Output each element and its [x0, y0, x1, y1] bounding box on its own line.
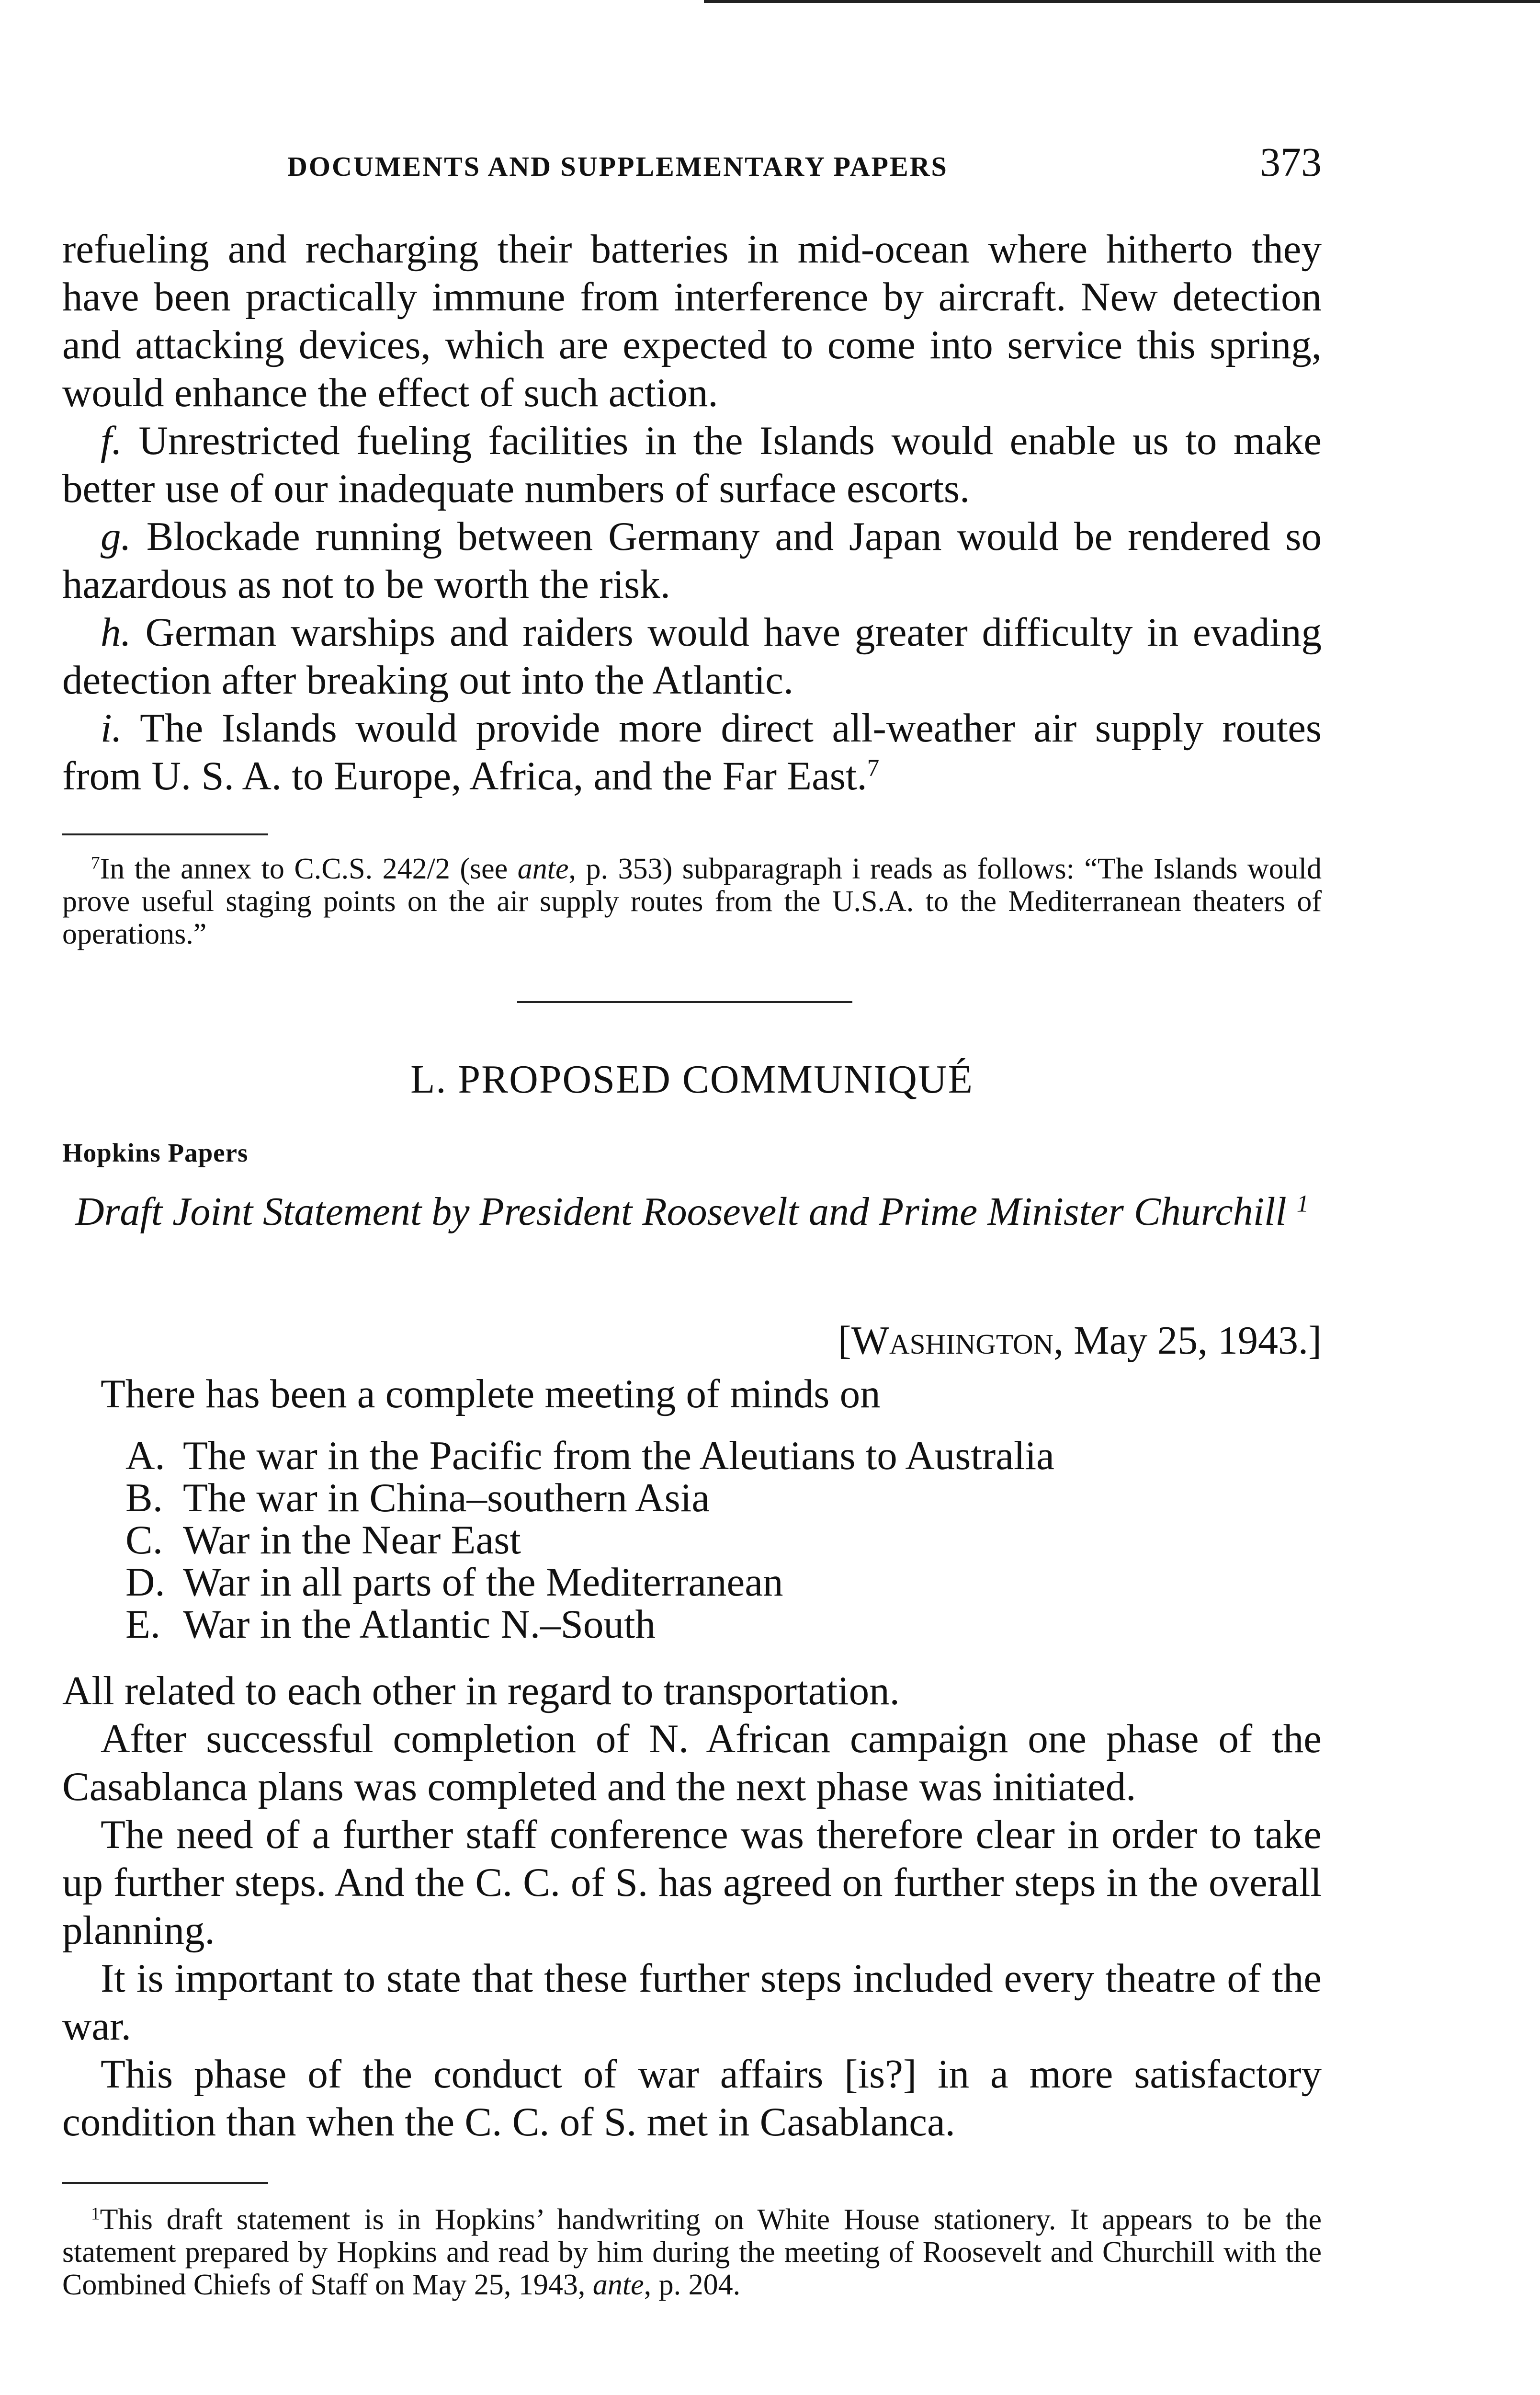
paragraph-text: Unrestricted fueling facilities in the Islands would enable us to make better use of our inadequate numbers of surface escorts.: [62, 418, 1322, 511]
footnote-7: [62, 853, 1322, 950]
running-head: DOCUMENTS AND SUPPLEMENTARY PAPERS: [287, 151, 948, 182]
paragraph: It is important to state that these further steps included every theatre of the war.: [62, 1956, 1322, 2049]
paragraph: After successful completion of N. African campaign one phase of the Casablanca plans was completed and the next phase was initiated.: [62, 1716, 1322, 1809]
continued-text: [62, 225, 1322, 800]
paragraph-g: [62, 513, 1322, 608]
intro-line: There has been a complete meeting of minds on: [101, 1371, 881, 1416]
footnote-1: [62, 2203, 1322, 2301]
item-letter: h.: [101, 610, 131, 655]
footnote-text: $^1$This draft statement is in Hopkins’ handwriting on White House stationery. It appears to be the statement prepared by Hopkins and read by him during the meeting of Roosevelt and Churchill with the Combined Chiefs of Staff on May 25, 1943, ante, p. 204.: [62, 2203, 1322, 2301]
paragraph-h: [62, 608, 1322, 704]
footnote-marker: 7: [91, 853, 100, 873]
list-item: C. War in the Near East: [125, 1517, 521, 1562]
paragraph-i: [62, 704, 1322, 800]
item-letter: i.: [101, 706, 122, 751]
page-header: [287, 138, 1322, 186]
item-letter: f.: [101, 418, 122, 463]
document-title: Draft Joint Statement by President Roosevelt and Prime Minister Churchill $^1$: [75, 1189, 1309, 1234]
page-number: 373: [1260, 139, 1322, 185]
paragraph-continued: refueling and recharging their batteries in mid-ocean where hitherto they have been practically immune from interference by aircraft. New detection and attacking devices, which are expected to come into service this spring, would enhance the effect of such action.: [62, 227, 1322, 415]
source-label: Hopkins Papers: [62, 1138, 249, 1167]
footnote-rule: [62, 833, 268, 835]
list-item: B. The war in China–southern Asia: [125, 1475, 710, 1520]
paragraph: All related to each other in regard to transportation.: [62, 1668, 900, 1713]
section-separator: [517, 1001, 852, 1003]
footnote-ref-7: 7: [867, 754, 880, 782]
paragraph-f: [62, 417, 1322, 513]
statement-body: [62, 1667, 1322, 2146]
item-letter: g.: [101, 514, 131, 559]
footnote-marker: 1: [91, 2204, 100, 2224]
topics-list: [125, 1435, 1054, 1645]
list-item: E. War in the Atlantic N.–South: [125, 1602, 656, 1647]
dateline-place: Washington: [851, 1318, 1054, 1363]
footnote-ref-1: 1: [1296, 1190, 1309, 1217]
paragraph-text: The Islands would provide more direct all-weather air supply routes from U. S. A. to Europe, Africa, and the Far East.: [62, 706, 1322, 798]
paragraph-text: German warships and raiders would have greater difficulty in evading detection after breaking out into the Atlantic.: [62, 610, 1322, 703]
section-title: L. PROPOSED COMMUNIQUÉ: [410, 1057, 974, 1102]
footnote-rule: [62, 2182, 268, 2184]
top-rule: [704, 0, 1540, 3]
paragraph: This phase of the conduct of war affairs [is?] in a more satisfactory condition than when the C. C. of S. met in Casablanca.: [62, 2052, 1322, 2144]
list-item: A. The war in the Pacific from the Aleutians to Australia: [125, 1433, 1054, 1478]
footnote-text: $^7$In the annex to C.C.S. 242/2 (see ante, p. 353) subparagraph i reads as follows: “The Islands would prove useful staging points on the air supply routes from the U.S.A. to the Mediterranean theaters of operations.”: [62, 853, 1322, 950]
dateline: [Washington, May 25, 1943.]: [838, 1318, 1322, 1363]
paragraph-text: Blockade running between Germany and Japan would be rendered so hazardous as not to be worth the risk.: [62, 514, 1322, 607]
paragraph: The need of a further staff conference was therefore clear in order to take up further steps. And the C. C. of S. has agreed on further steps in the overall planning.: [62, 1812, 1322, 1953]
list-item: D. War in all parts of the Mediterranean: [125, 1560, 783, 1605]
